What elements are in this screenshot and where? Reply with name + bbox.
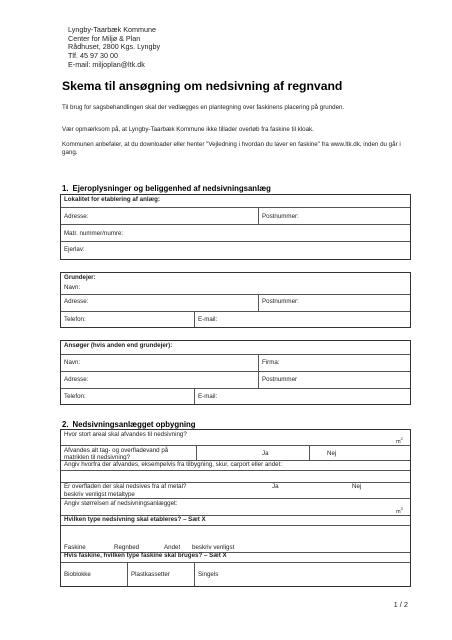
option-andet[interactable]: Andet [164, 544, 181, 551]
all-drainage-question-line1: Afvandes alt tag- og overfladevand på [64, 447, 169, 454]
intro-paragraph-plan: Til brug for sagsbehandlingen skal der vedlægges en plantegning over faskinens placering på grunden. [62, 104, 345, 111]
all-drainage-yes-option[interactable]: Ja [262, 450, 269, 457]
location-heading: Lokalitet for etablering af anlæg: [64, 196, 160, 203]
all-drainage-no-option[interactable]: Nej [327, 450, 337, 457]
applicant-email-field[interactable]: E-mail: [198, 393, 218, 400]
location-postcode-field[interactable]: Postnummer: [262, 213, 299, 220]
applicant-heading: Ansøger (hvis anden end grundejer): [64, 342, 173, 349]
option-singels[interactable]: Singels [198, 571, 219, 578]
address-line: Tlf. 45 97 30 00 [68, 51, 118, 61]
infiltration-type-question: Hvilken type nedsivning skal etableres? – Sæt X [64, 516, 206, 523]
section-1-heading [62, 184, 271, 193]
option-plastkassetter[interactable]: Plastkassetter [131, 571, 170, 578]
address-line: Rådhuset, 2800 Kgs. Lyngby [68, 42, 161, 52]
municipality-address-block [68, 26, 160, 70]
landowner-heading: Grundejer: [64, 274, 96, 281]
applicant-name-field[interactable]: Navn: [64, 359, 81, 366]
landowner-email-field[interactable]: E-mail: [198, 316, 218, 323]
soakaway-type-question: Hvis faskine, hvilken type faskine skal bruges? – Sæt X [64, 552, 227, 559]
intro-paragraph-guide: Kommunen anbefaler, at du downloader eller henter "Vejledning i hvordan du laver en faskine" fra www.ltk.dk, inden du går i gang. [62, 141, 401, 156]
area-unit: $m^2$ [396, 436, 403, 445]
drainage-source-question: Angiv hvorfra der afvandes, eksempelvis fra tilbygning, skur, carport eller andet: [64, 461, 283, 468]
all-drainage-question-line2: matriklen til nedsivning? [64, 454, 131, 461]
landowner-phone-field[interactable]: Telefon: [64, 316, 86, 323]
ejerlav-field[interactable]: Ejerlav: [64, 246, 85, 253]
cadastral-number-field[interactable]: Matr. nummer/numre: [64, 230, 124, 237]
intro-paragraph-overflow: Vær opmærksom på, at Lyngby-Taarbæk Kommune ikke tillader overløb fra faskine til kloak. [62, 126, 314, 133]
landowner-name-field[interactable]: Navn: [64, 284, 81, 291]
metal-type-prompt: beskriv venligst metaltype [64, 491, 135, 498]
option-regnbed[interactable]: Regnbed [114, 544, 140, 551]
document-title: Skema til ansøgning om nedsivning af regnvand [62, 79, 343, 93]
volume-unit: $m^3$ [396, 506, 403, 515]
section-1-number: 1. [62, 184, 69, 193]
metal-surface-yes-option[interactable]: Ja [272, 483, 279, 490]
location-address-field[interactable]: Adresse: [64, 213, 89, 220]
area-question: Hvor stort areal skal afvandes til nedsivning? [64, 431, 187, 438]
section-2-heading [62, 420, 196, 429]
landowner-postcode-field[interactable]: Postnummer: [262, 298, 299, 305]
metal-surface-no-option[interactable]: Nej [352, 483, 362, 490]
section-1-title: Ejeroplysninger og beliggenhed af nedsivningsanlæg [72, 184, 271, 193]
applicant-phone-field[interactable]: Telefon: [64, 393, 86, 400]
option-describe-prompt: beskriv venligst [192, 544, 235, 551]
applicant-company-field[interactable]: Firma: [262, 359, 280, 366]
applicant-address-field[interactable]: Adresse: [64, 376, 89, 383]
metal-surface-question: Er overfladen der skal nedsives fra af metal? [64, 483, 187, 490]
page-number: 1 / 2 [393, 600, 408, 609]
section-2-title: Nedsivningsanlægget opbygning [72, 420, 196, 429]
address-line: Lyngby-Taarbæk Kommune [68, 25, 157, 34]
landowner-address-field[interactable]: Adresse: [64, 298, 89, 305]
location-box [60, 194, 411, 260]
landowner-box [60, 272, 411, 328]
construction-box [60, 429, 411, 587]
address-line: Center for Miljø & Plan [68, 33, 141, 43]
applicant-box [60, 340, 411, 405]
system-size-question: Angiv størrelsen af nedsivningsanlægget: [64, 500, 178, 507]
option-bioblokke[interactable]: Bioblokke [64, 571, 91, 578]
applicant-postcode-field[interactable]: Postnummer [262, 376, 298, 383]
option-faskine[interactable]: Faskine [64, 544, 86, 551]
section-2-number: 2. [62, 420, 69, 429]
address-line: E-mail: miljoplan@ltk.dk [68, 59, 145, 69]
